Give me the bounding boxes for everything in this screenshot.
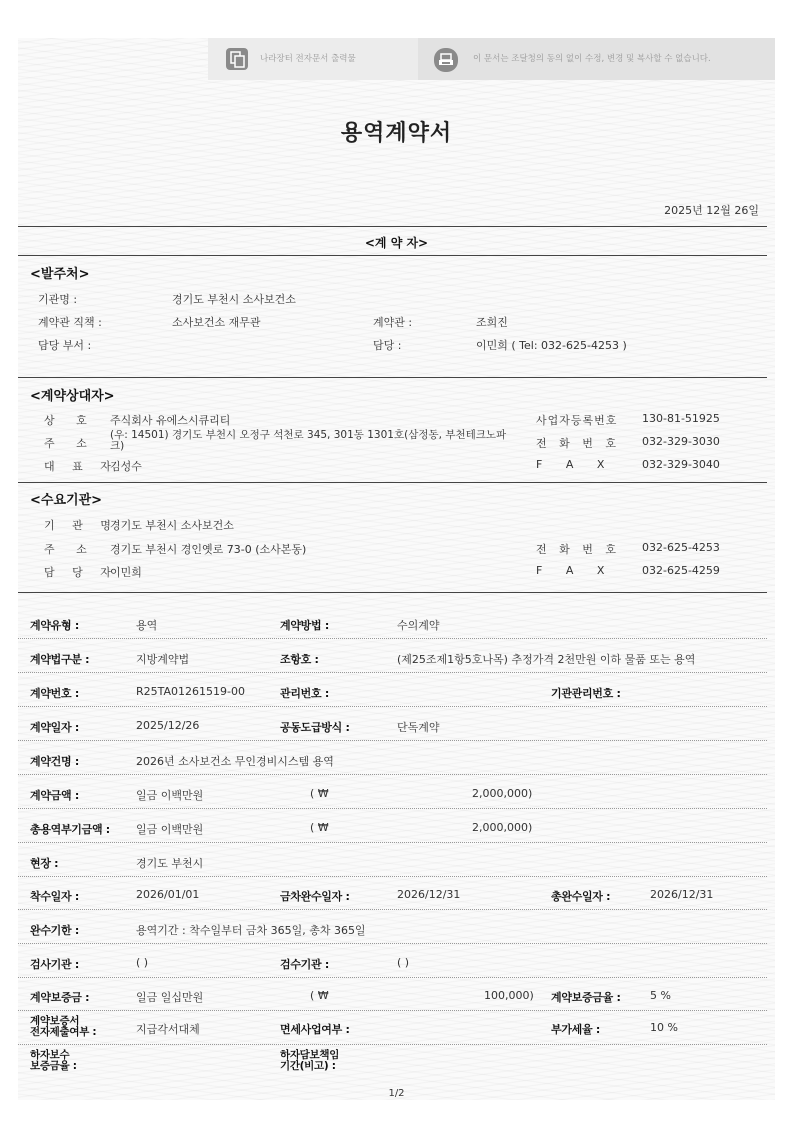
guarantee-label: 계약보증금 : xyxy=(30,991,90,1004)
officer-position-label: 계약관 직책 : xyxy=(38,316,102,329)
site-label: 현장 : xyxy=(30,857,59,870)
officer-label: 계약관 : xyxy=(373,316,413,329)
guarantee-currency: ( ₩ xyxy=(310,989,329,1002)
department-label: 담당 부서 : xyxy=(38,339,92,352)
demand-agency-fax-label: F A X xyxy=(536,564,615,577)
total-service-amount-currency: ( ₩ xyxy=(310,821,329,834)
contract-date-value: 2025/12/26 xyxy=(136,719,200,732)
defect-guarantee-rate-label-line2: 보증금율 : xyxy=(30,1060,77,1072)
row-divider xyxy=(18,842,767,843)
row-divider xyxy=(18,909,767,910)
guarantee-number: 100,000) xyxy=(484,989,534,1002)
contract-name-value: 2026년 소사보건소 무인경비시스템 용역 xyxy=(136,755,334,768)
total-service-amount-number: 2,000,000) xyxy=(472,821,533,834)
row-divider xyxy=(18,876,767,877)
contract-amount-currency: ( ₩ xyxy=(310,787,329,800)
vat-rate-label: 부가세율 : xyxy=(551,1023,600,1036)
company-name-label: 상 호 xyxy=(44,414,96,427)
contract-law-value: 지방계약법 xyxy=(136,653,190,666)
guarantee-rate-value: 5 % xyxy=(650,989,671,1002)
divider xyxy=(18,255,767,256)
demand-agency-tel-value: 032-625-4253 xyxy=(642,541,720,554)
business-number-value: 130-81-51925 xyxy=(642,412,720,425)
deadline-label: 완수기한 : xyxy=(30,924,79,937)
page-title: 용역계약서 xyxy=(340,121,453,146)
guarantee-doc-label-line1: 계약보증서 xyxy=(30,1015,80,1027)
printer-icon xyxy=(434,48,458,72)
row-divider xyxy=(18,1044,767,1045)
contract-method-label: 계약방법 : xyxy=(280,619,329,632)
demand-agency-manager-value: 이민희 xyxy=(110,566,142,579)
demand-agency-manager-label: 담 당 자 xyxy=(44,566,118,579)
contract-law-label: 계약법구분 : xyxy=(30,653,90,666)
row-divider xyxy=(18,1010,767,1011)
row-divider xyxy=(18,672,767,673)
manager-label: 담당 : xyxy=(373,339,402,352)
start-date-label: 착수일자 : xyxy=(30,890,79,903)
row-divider xyxy=(18,774,767,775)
counterparty-heading: <계약상대자> xyxy=(30,389,115,404)
company-tel-label: 전 화 번 호 xyxy=(536,437,621,450)
officer-position-value: 소사보건소 재무관 xyxy=(172,316,261,329)
company-fax-label: F A X xyxy=(536,458,615,471)
header-right-text: 이 문서는 조달청의 동의 없이 수정, 변경 및 복사할 수 없습니다. xyxy=(473,54,711,64)
contract-date-label: 계약일자 : xyxy=(30,721,79,734)
company-address-value: (우: 14501) 경기도 부천시 오정구 석천로 345, 301동 1301호(삼정동, 부천테크노파크) xyxy=(110,429,507,452)
demand-agency-fax-value: 032-625-4259 xyxy=(642,564,720,577)
manager-value: 이민희 ( Tel: 032-625-4253 ) xyxy=(476,339,627,352)
joint-contract-value: 단독계약 xyxy=(397,721,440,734)
management-number-label: 관리번호 : xyxy=(280,687,329,700)
contract-number-value: R25TA01261519-00 xyxy=(136,685,245,698)
row-divider xyxy=(18,943,767,944)
site-value: 경기도 부천시 xyxy=(136,857,204,870)
row-divider xyxy=(18,638,767,639)
contract-amount-number: 2,000,000) xyxy=(472,787,533,800)
company-name-value: 주식회사 유에스시큐리티 xyxy=(110,414,231,427)
ceo-value: 김성수 xyxy=(110,460,142,473)
total-completion-date-label: 총완수일자 : xyxy=(551,890,611,903)
vat-rate-value: 10 % xyxy=(650,1021,678,1034)
guarantee-doc-value: 지급각서대체 xyxy=(136,1023,200,1036)
divider xyxy=(18,592,767,593)
row-divider xyxy=(18,740,767,741)
orderer-heading: <발주처> xyxy=(30,267,90,282)
clause-value: (제25조제1항5호나목) 추정가격 2천만원 이하 물품 또는 용역 xyxy=(397,653,696,666)
contract-type-label: 계약유형 : xyxy=(30,619,79,632)
current-completion-date-label: 금차완수일자 : xyxy=(280,890,350,903)
guarantee-rate-label: 계약보증금율 : xyxy=(551,991,621,1004)
print-header-bar xyxy=(18,38,775,80)
deadline-value: 용역기간 : 착수일부터 금차 365일, 총차 365일 xyxy=(136,924,366,937)
guarantee-doc-label-line2: 전자제출여부 : xyxy=(30,1026,97,1038)
row-divider xyxy=(18,808,767,809)
divider xyxy=(18,482,767,483)
guarantee-words: 일금 일십만원 xyxy=(136,991,204,1004)
demand-agency-address-label: 주 소 xyxy=(44,543,96,556)
company-fax-value: 032-329-3040 xyxy=(642,458,720,471)
contract-type-value: 용역 xyxy=(136,619,158,632)
row-divider xyxy=(18,706,767,707)
defect-liability-period-label-line2: 기간(비고) : xyxy=(280,1060,336,1072)
row-divider xyxy=(18,977,767,978)
business-number-label: 사업자등록번호 xyxy=(536,414,618,427)
contract-name-label: 계약건명 : xyxy=(30,755,79,768)
demand-agency-tel-label: 전 화 번 호 xyxy=(536,543,621,556)
agency-management-number-label: 기관관리번호 : xyxy=(551,687,621,700)
company-tel-value: 032-329-3030 xyxy=(642,435,720,448)
joint-contract-label: 공동도급방식 : xyxy=(280,721,350,734)
demand-agency-address-value: 경기도 부천시 경인옛로 73-0 (소사본동) xyxy=(110,543,307,556)
contract-amount-label: 계약금액 : xyxy=(30,789,79,802)
inspection-agency-value: ( ) xyxy=(136,956,149,969)
defect-guarantee-rate-label-line1: 하자보수 xyxy=(30,1049,70,1061)
page-number: 1/2 xyxy=(388,1088,405,1099)
total-service-amount-label: 총용역부기금액 : xyxy=(30,823,110,836)
acceptance-agency-value: ( ) xyxy=(397,956,410,969)
total-service-amount-words: 일금 이백만원 xyxy=(136,823,204,836)
demand-agency-heading: <수요기관> xyxy=(30,493,103,508)
clause-label: 조항호 : xyxy=(280,653,319,666)
contractors-heading: <계 약 자> xyxy=(364,236,429,250)
officer-value: 조희진 xyxy=(476,316,508,329)
current-completion-date-value: 2026/12/31 xyxy=(397,888,461,901)
document-date: 2025년 12월 26일 xyxy=(664,204,759,217)
start-date-value: 2026/01/01 xyxy=(136,888,200,901)
contract-amount-words: 일금 이백만원 xyxy=(136,789,204,802)
tax-free-label: 면세사업여부 : xyxy=(280,1023,350,1036)
inspection-agency-label: 검사기관 : xyxy=(30,958,79,971)
ceo-label: 대 표 자 xyxy=(44,460,118,473)
agency-name-value: 경기도 부천시 소사보건소 xyxy=(172,293,296,306)
divider xyxy=(18,377,767,378)
document-copy-icon xyxy=(226,48,248,70)
company-address-label: 주 소 xyxy=(44,437,96,450)
demand-agency-name-label: 기 관 명 xyxy=(44,519,118,532)
contract-method-value: 수의계약 xyxy=(397,619,440,632)
defect-liability-period-label-line1: 하자담보책임 xyxy=(280,1049,340,1061)
demand-agency-name-value: 경기도 부천시 소사보건소 xyxy=(110,519,234,532)
divider xyxy=(18,226,767,227)
total-completion-date-value: 2026/12/31 xyxy=(650,888,714,901)
header-left-text: 나라장터 전자문서 출력물 xyxy=(260,54,356,64)
acceptance-agency-label: 검수기관 : xyxy=(280,958,329,971)
agency-name-label: 기관명 : xyxy=(38,293,78,306)
contract-number-label: 계약번호 : xyxy=(30,687,79,700)
